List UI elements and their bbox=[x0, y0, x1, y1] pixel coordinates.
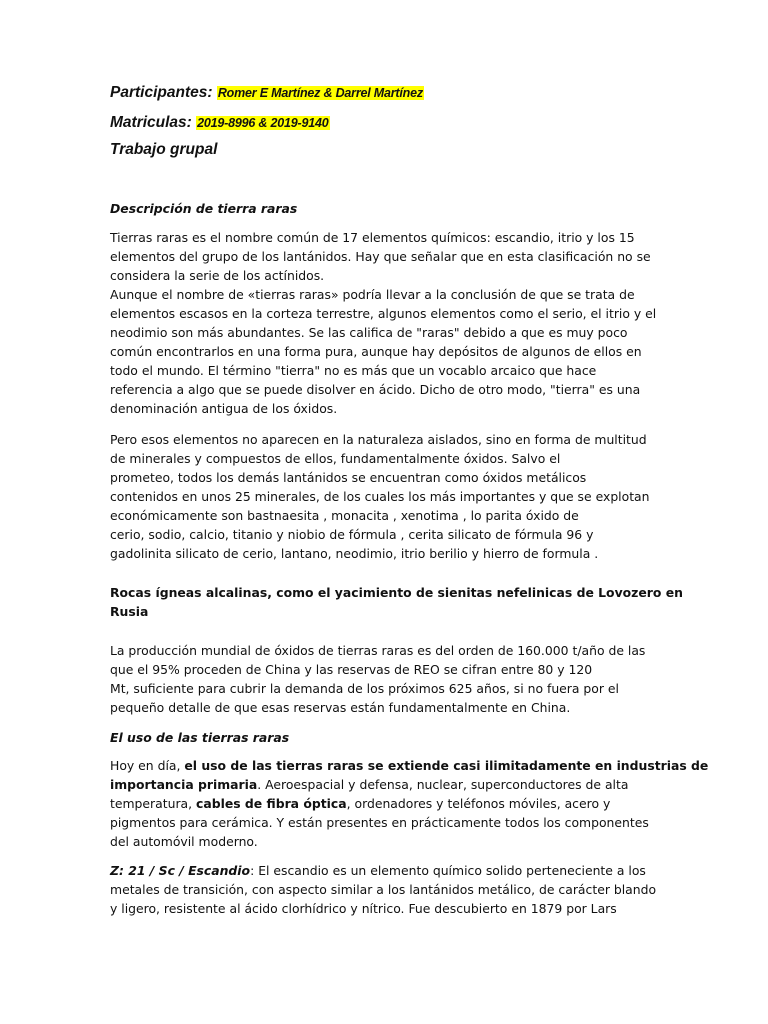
p1-line: considera la serie de los actínidos. bbox=[110, 268, 325, 283]
participants-line bbox=[110, 84, 424, 102]
p2-line: de minerales y compuestos de ellos, fundamentalmente óxidos. Salvo el bbox=[110, 451, 561, 466]
p2-line: contenidos en unos 25 minerales, de los cuales los más importantes y que se explotan bbox=[110, 489, 650, 504]
p1-line: elementos escasos en la corteza terrestre, algunos elementos como el serio, el itrio y el bbox=[110, 306, 657, 321]
p2-line: económicamente son bastnaesita , monacita , xenotima , lo parita óxido de bbox=[110, 508, 579, 523]
p2-line: gadolinita silicato de cerio, lantano, neodimio, itrio berilio y hierro de formula . bbox=[110, 546, 599, 561]
paragraph-5: Z: 21 / Sc / Escandio: El escandio es un elemento químico solido perteneciente a los metales de transición, con aspecto similar a los lantánidos metálico, de carácter blando y ligero, resistente al ácido clorhídrico y nítrico. Fue descubierto en 1879 por Lars bbox=[110, 863, 657, 916]
p1-line: todo el mundo. El término "tierra" no es más que un vocablo arcaico que hace bbox=[110, 363, 597, 378]
p3-line: pequeño detalle de que esas reservas están fundamentalmente en China. bbox=[110, 700, 571, 715]
paragraph-4: Hoy en día, el uso de las tierras raras se extiende casi ilimitadamente en industrias de importancia primaria. Aeroespacial y defensa, nuclear, superconductores de alta temperatura, cables de fibra óptica, ordenadores y teléfonos móviles, acero y pigmentos para cerámica. Y están presentes en prácticamente todos los componentes del automóvil moderno. bbox=[110, 758, 709, 849]
matriculas-line bbox=[110, 114, 330, 132]
rocas-title: Rocas ígneas alcalinas, como el yacimiento de sienitas nefelinicas de Lovozero en Rusia bbox=[110, 585, 683, 619]
p3-line: que el 95% proceden de China y las reservas de REO se cifran entre 80 y 120 bbox=[110, 662, 593, 677]
desc-title: Descripción de tierra raras bbox=[110, 201, 298, 216]
participants-label: Participantes: bbox=[110, 84, 213, 101]
escandio-label: Z: 21 / Sc / Escandio bbox=[110, 863, 251, 878]
participants-value: Romer E Martínez & Darrel Martínez bbox=[217, 86, 423, 100]
matriculas-value: 2019-8996 & 2019-9140 bbox=[197, 116, 329, 130]
p3-line: La producción mundial de óxidos de tierras raras es del orden de 160.000 t/año de las bbox=[110, 643, 646, 658]
work-type: Trabajo grupal bbox=[110, 141, 218, 158]
p1-line: referencia a algo que se puede disolver en ácido. Dicho de otro modo, "tierra" es una bbox=[110, 382, 641, 397]
p2-line: prometeo, todos los demás lantánidos se encuentran como óxidos metálicos bbox=[110, 470, 587, 485]
p1-line: denominación antigua de los óxidos. bbox=[110, 401, 338, 416]
uso-title: El uso de las tierras raras bbox=[110, 730, 290, 745]
p1-line: Aunque el nombre de «tierras raras» podría llevar a la conclusión de que se trata de bbox=[110, 287, 635, 302]
p2-line: Pero esos elementos no aparecen en la naturaleza aislados, sino en forma de multitud bbox=[110, 432, 647, 447]
matriculas-label: Matriculas: bbox=[110, 114, 192, 131]
paragraph-1 bbox=[110, 228, 658, 418]
p2-line: cerio, sodio, calcio, titanio y niobio de fórmula , cerita silicato de fórmula 96 y bbox=[110, 527, 594, 542]
paragraph-3 bbox=[110, 641, 658, 717]
p3-line: Mt, suficiente para cubrir la demanda de los próximos 625 años, si no fuera por el bbox=[110, 681, 619, 696]
paragraph-2 bbox=[110, 430, 658, 563]
p1-line: elementos del grupo de los lantánidos. Hay que señalar que en esta clasificación no se bbox=[110, 249, 651, 264]
p1-line: neodimio son más abundantes. Se las califica de "raras" debido a que es muy poco bbox=[110, 325, 628, 340]
p1-line: Tierras raras es el nombre común de 17 elementos químicos: escandio, itrio y los 15 bbox=[110, 230, 635, 245]
p1-line: común encontrarlos en una forma pura, aunque hay depósitos de algunos de ellos en bbox=[110, 344, 642, 359]
